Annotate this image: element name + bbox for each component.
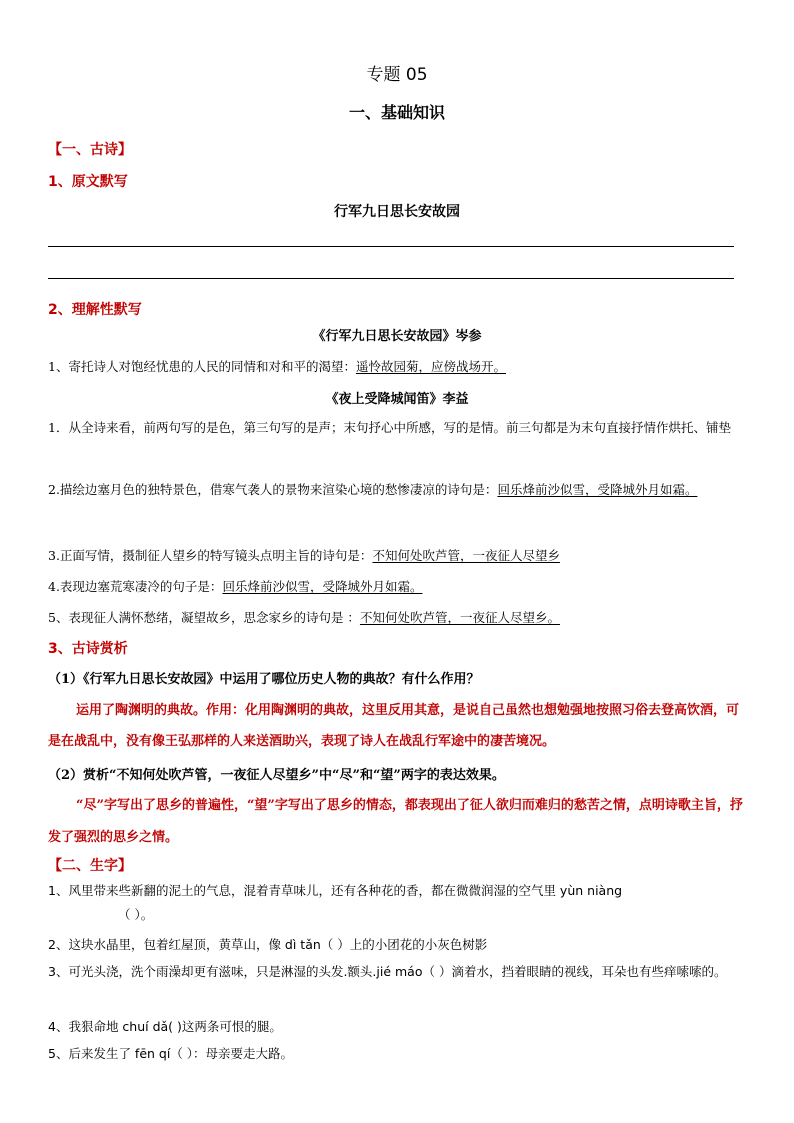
answer-text: 不知何处吹芦管，一夜征人尽望乡。	[359, 610, 560, 625]
section-heading-poems: 【一、古诗】	[48, 142, 132, 158]
poem-title: 行军九日思长安故园	[334, 204, 460, 220]
character-question-5: 5、后来发生了 fēn qí（ ）：母亲要走大路。	[48, 1046, 294, 1061]
answer-line-2[interactable]	[48, 278, 734, 279]
section-heading-characters: 【二、生字】	[48, 858, 132, 874]
subheading-comprehension: 2、理解性默写	[48, 302, 142, 318]
page-subtitle: 一、基础知识	[348, 103, 445, 122]
subheading-recitation: 1、原文默写	[48, 174, 128, 190]
poem2-question-3	[48, 546, 560, 564]
subheading-appreciation: 3、古诗赏析	[48, 641, 128, 657]
poem2-question-2	[48, 477, 748, 503]
question-text: 2.描绘边塞月色的独特景色，借寒气袭人的景物来渲染心境的愁惨凄凉的诗句是：	[48, 482, 498, 497]
answer-text: 遥怜故园菊，应傍战场开。	[355, 359, 506, 374]
page-title: 专题 05	[366, 65, 428, 85]
character-question-4: 4、我狠命地 chuí dǎ( )这两条可恨的腿。	[48, 1019, 282, 1034]
character-question-3: 3、可光头浇，洗个雨澡却更有滋味，只是淋湿的头发.额头.jié máo（ ）滴着水，挡着眼睛的视线，耳朵也有些痒嗦嗦的。	[48, 964, 727, 979]
question-text: 5、表现征人满怀愁绪，凝望故乡，思念家乡的诗句是 ：	[48, 610, 360, 625]
appreciation-question-1: （1）《行军九日思长安故园》中运用了哪位历史人物的典故？有什么作用？	[48, 672, 480, 687]
answer-text: 回乐烽前沙似雪，受降城外月如霜。	[222, 579, 423, 594]
poem2-heading: 《夜上受降城闻笛》李益	[325, 392, 469, 407]
answer-text: 不知何处吹芦管，一夜征人尽望乡	[372, 548, 560, 563]
character-question-1-blank[interactable]: （ ）。	[118, 907, 154, 922]
answer-text: 回乐烽前沙似雪，受降城外月如霜。	[497, 482, 698, 497]
appreciation-question-2: （2）赏析“不知何处吹芦管，一夜征人尽望乡”中“尽”和“望”两字的表达效果。	[48, 768, 505, 783]
character-question-1: 1、风里带来些新翻的泥土的气息，混着青草味儿，还有各种花的香，都在微微润湿的空气里 yùn niàng	[48, 883, 623, 898]
question-text: 1、寄托诗人对饱经忧患的人民的同情和对和平的渴望：	[48, 359, 356, 374]
poem2-question-1: 1．从全诗来看，前两句写的是色，第三句写的是声；末句抒心中所感，写的是情。前三句都是为末句直接抒情作烘托、铺垫	[48, 420, 731, 435]
appreciation-answer-1: 运用了陶渊明的典故。作用：化用陶渊明的典故，这里反用其意，是说自己虽然也想勉强地按照习俗去登高饮酒，可是在战乱中，没有像王弘那样的人来送酒助兴，表现了诗人在战乱行军途中的凄苦境况。	[48, 703, 740, 749]
poem1-question-1	[48, 357, 506, 375]
poem1-heading: 《行军九日思长安故园》岑参	[312, 329, 482, 344]
poem2-question-5	[48, 608, 560, 626]
answer-line-1[interactable]	[48, 246, 734, 247]
appreciation-answer-2: “尽”字写出了思乡的普遍性，“望”字写出了思乡的情态，都表现出了征人欲归而难归的愁苦之情，点明诗歌主旨，抒发了强烈的思乡之情。	[48, 798, 743, 845]
question-text: 4.表现边塞荒寒凄冷的句子是：	[48, 579, 223, 594]
poem2-question-4	[48, 577, 422, 595]
character-question-2: 2、这块水晶里，包着红屋顶，黄草山，像 dì tǎn（ ）上的小团花的小灰色树影	[48, 937, 488, 952]
question-text: 3.正面写情，摄制征人望乡的特写镜头点明主旨的诗句是：	[48, 548, 373, 563]
